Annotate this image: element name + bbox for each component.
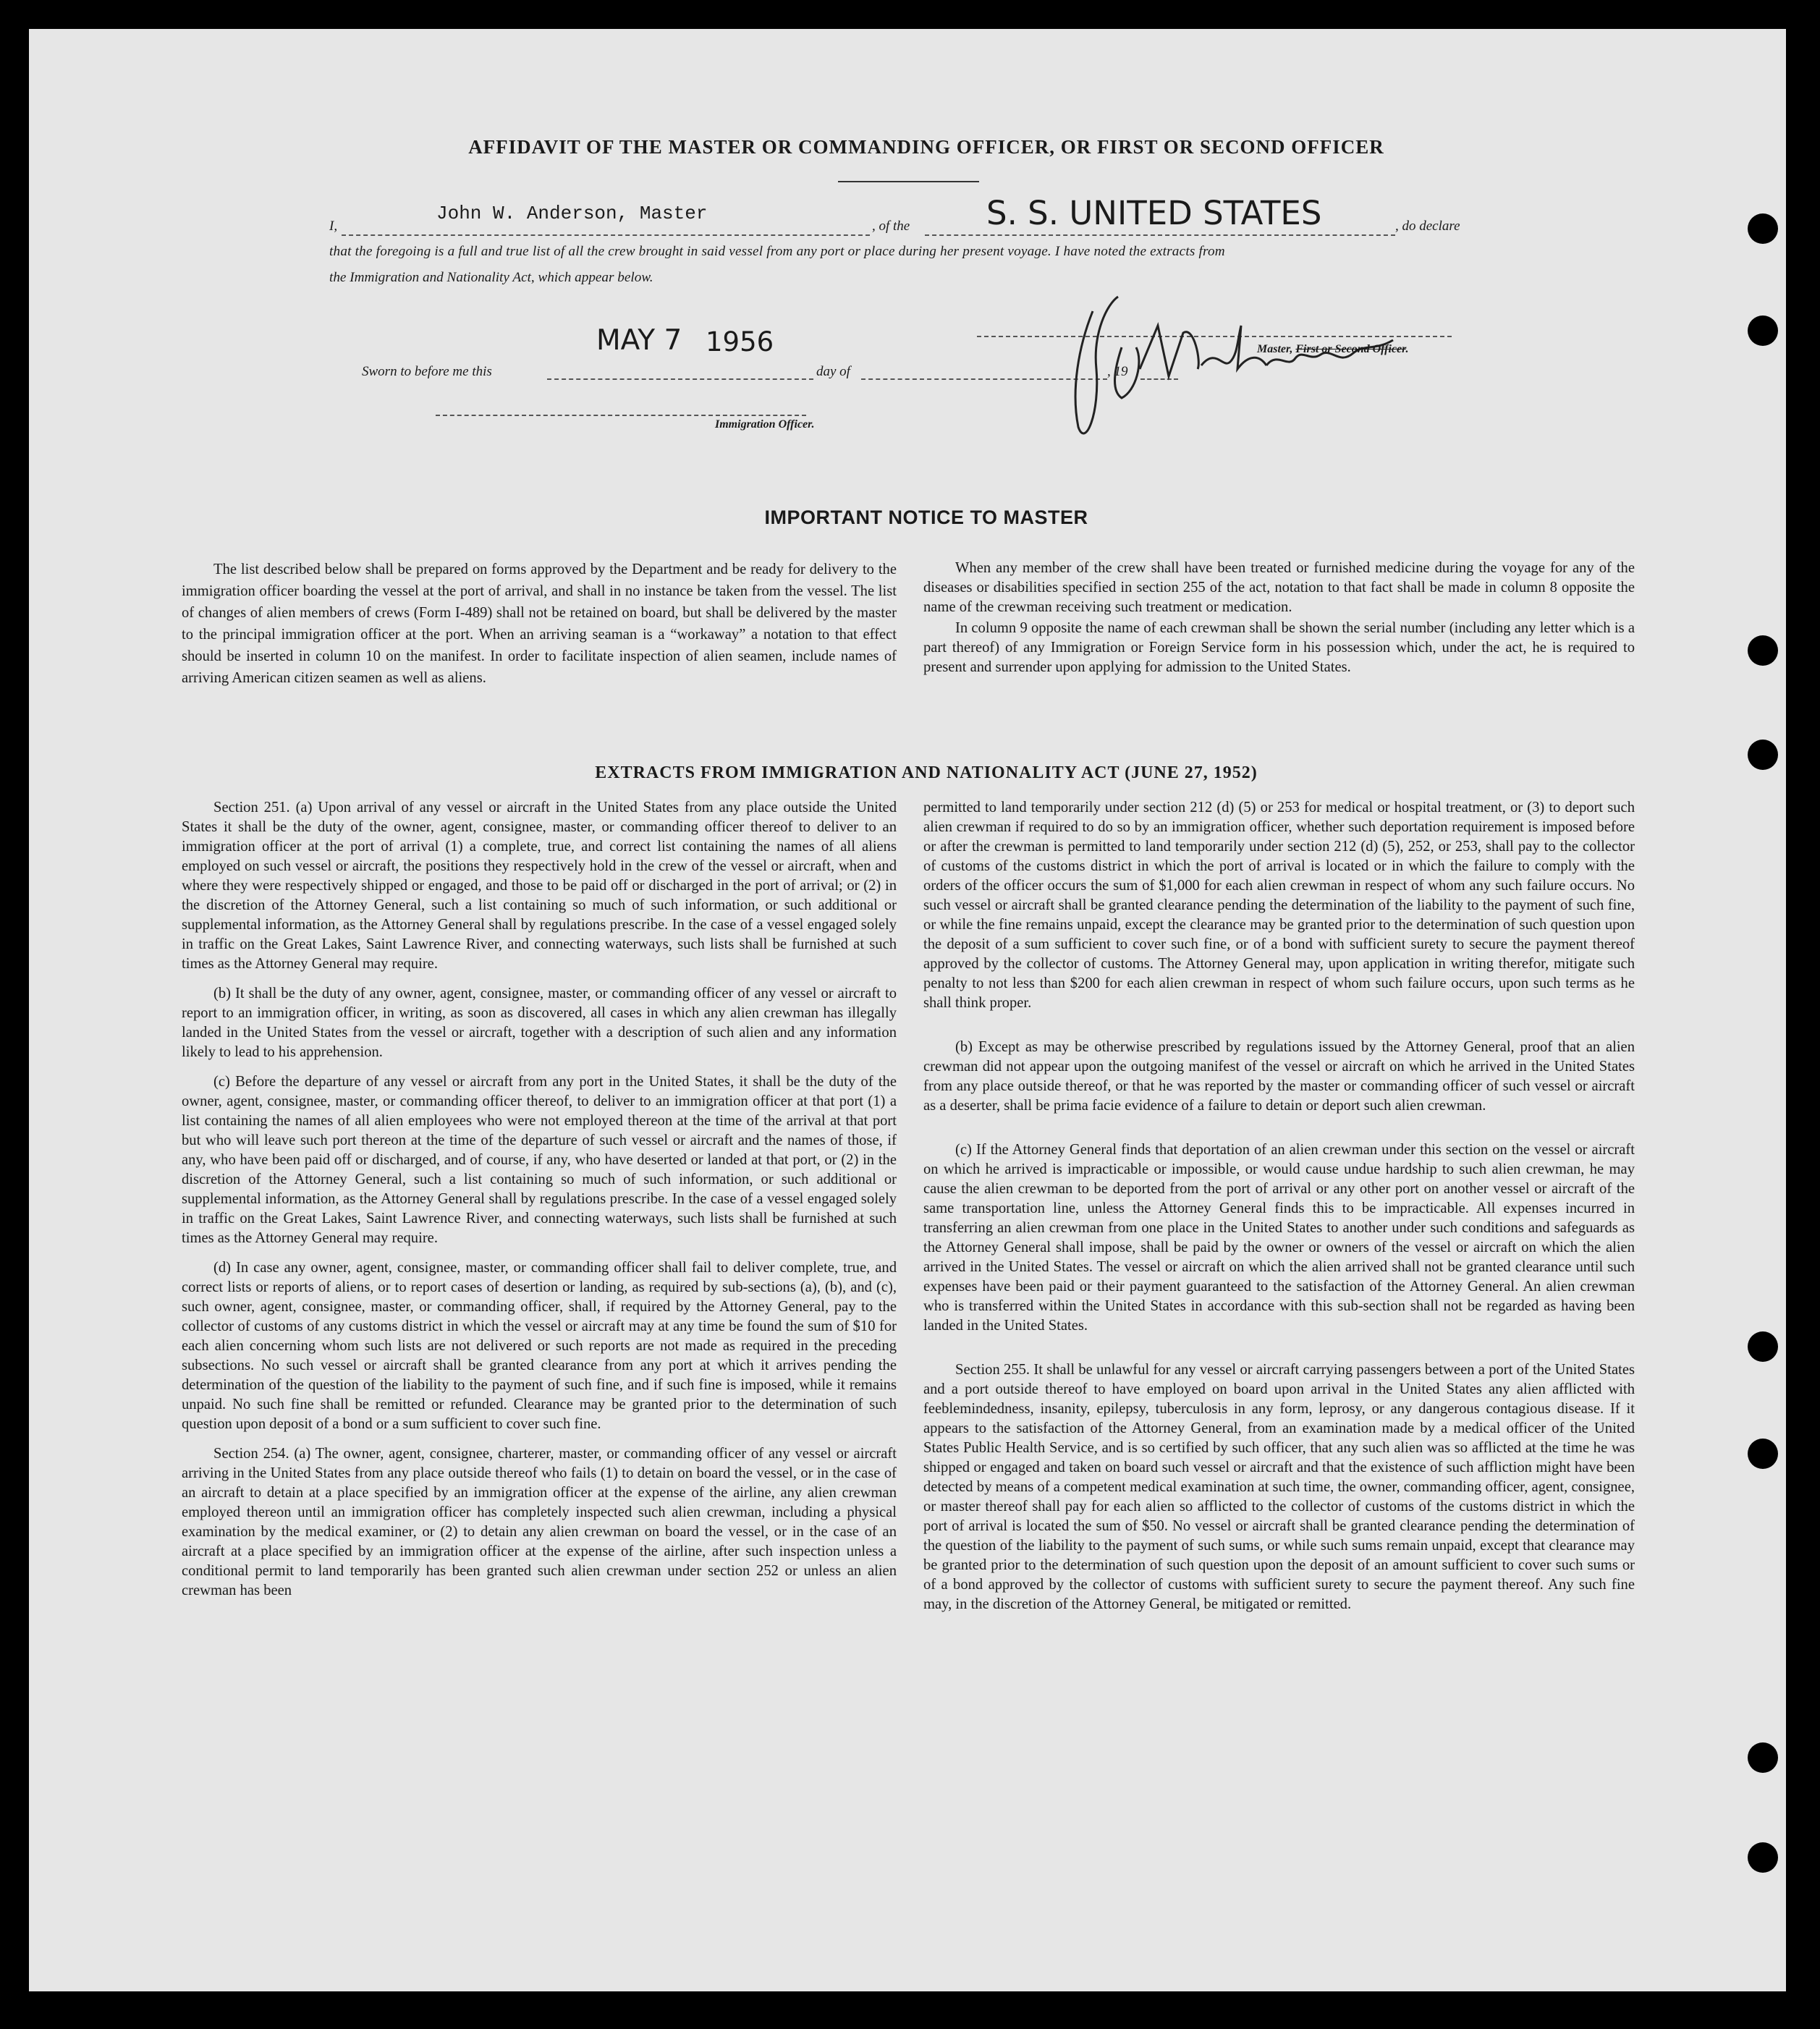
- extracts-left-column: [182, 798, 897, 1611]
- punch-hole: [1748, 1842, 1778, 1873]
- notice-right-column: [923, 559, 1635, 687]
- document-page: [29, 29, 1786, 1991]
- act-section: (c) If the Attorney General finds that deportation of an alien crewman under this section on the vessel or aircraft on which he arrived is impracticable or impossible, or would cause undue hardship to such alien crewman, he may cause the alien crewman to be deported from the port of arrival or any other port on another vessel or aircraft of the same transportation line, unless the Attorney General finds this to be impracticable. All expenses incurred in transferring an alien crewman from one place in the United States to another under such conditions and safeguards as the Attorney General shall impose, shall be paid by the owner or owners of the vessel or aircraft on which the alien arrived in the United States. The vessel or aircraft on which the alien arrived shall not be granted clearance until such expenses have been paid or their payment guaranteed to the satisfaction of the Attorney General. An alien crewman who is transferred within the United States in accordance with this sub-section shall not be regarded as having been landed in the United States.: [923, 1142, 1635, 1334]
- declaration-text: the Immigration and Nationality Act, which appear below.: [329, 270, 653, 285]
- sworn-day-line: [547, 378, 813, 380]
- punch-hole: [1748, 740, 1778, 770]
- immigration-officer-label: Immigration Officer.: [715, 418, 815, 431]
- master-signature: [1057, 282, 1397, 449]
- notice-paragraph: The list described below shall be prepared on forms approved by the Department and be ready for delivery to the immigration officer boarding the vessel at the port of arrival, and shall in no instance be taken from the vessel. The list of changes of alien members of crews (Form I-489) shall not be retained on board, but shall be delivered by the master to the principal immigration officer at the port. When an arriving seaman is a “workaway” a notation to that effect should be inserted in column 10 on the manifest. In order to facilitate inspection of alien seamen, include names of arriving American citizen seamen as well as aliens.: [182, 562, 897, 686]
- declaration-text: that the foregoing is a full and true list of all the crew brought in said vessel from any port or place during her present voyage. I have noted the extracts from: [329, 244, 1225, 259]
- act-section: (d) In case any owner, agent, consignee, master, or commanding officer shall fail to deliver complete, true, and correct lists or reports of aliens, or to report cases of desertion or landing, as required by sub-sections (a), (b), and (c), such owner, agent, consignee, master, or commanding officer, shall, if required by the Attorney General, pay to the collector of customs of any customs district in which the vessel or aircraft may at any time be found the sum of $10 for each alien concerning whom such lists are not delivered or such reports are not made as required in the preceding subsections. No such vessel or aircraft shall be granted clearance from any port at which it arrives pending the determination of the question of the liability to the payment of such fine, and if such fine is imposed, while it remains unpaid. No such fine shall be remitted or refunded. Clearance may be granted prior to the determination of such question upon deposit of a bond or a sum sufficient to cover such fine.: [182, 1260, 897, 1432]
- extracts-right-column: [923, 798, 1635, 1625]
- punch-hole: [1748, 315, 1778, 346]
- officer-title-master: Master,: [1257, 343, 1293, 355]
- immigration-officer-line: [436, 415, 806, 416]
- act-section: (c) Before the departure of any vessel or aircraft from any port in the United States, it shall be the duty of the owner, agent, consignee, master, or commanding officer thereof, to deliver to an immigration officer at that port (1) a list containing the names of all alien employees who were not employed thereon at the time of the arrival at that port but who will leave such port thereon at the time of the departure of such vessel or aircraft and the names of those, if any, who have been paid off or discharged, and of course, if any, who have deserted or landed at that port, or (2) in the discretion of the Attorney General, such a list containing so much of such information, or such additional or supplemental information, as the Attorney General shall by regulations prescribe. In the case of a vessel engaged solely in traffic on the Great Lakes, Saint Lawrence River, and connecting waterways, such lists shall be furnished at such times as the Attorney General may require.: [182, 1074, 897, 1246]
- vessel-line: [925, 234, 1395, 236]
- act-section: permitted to land temporarily under section 212 (d) (5) or 253 for medical or hospital treatment, or (3) to deport such alien crewman if required to do so by an immigration officer, whether such deportation requirement is imposed before or after the crewman is permitted to land temporarily under section 212 (d) (5), 252, or 253, shall pay to the collector of customs of the customs district in which the port of arrival is located or in which the failure to comply with the orders of the officer occurs the sum of $1,000 for each alien crewman in respect of whom any such failure occurs. No such vessel or aircraft shall be granted clearance pending the determination of the liability to the payment of such fine, or while the fine remains unpaid, except the clearance may be granted prior to the determination of such question upon the deposit of a sum sufficient to cover such fine, or of a bond with sufficient surety to secure the payment thereof approved by the collector of customs. The Attorney General may, upon application in writing therefor, mitigate such penalty to not less than $200 for each alien crewman in respect of whom such failure occurs, upon such terms as he shall think proper.: [923, 800, 1635, 1011]
- extracts-heading: EXTRACTS FROM IMMIGRATION AND NATIONALITY ACT (JUNE 27, 1952): [595, 763, 1258, 782]
- of-the-label: , of the: [872, 219, 910, 234]
- act-section: Section 255. It shall be unlawful for any vessel or aircraft carrying passengers between a port of the United States and a port outside thereof to have employed on board upon arrival in the United States any alien afflicted with feeblemindedness, insanity, epilepsy, tuberculosis in any form, leprosy, or any dangerous contagious disease. If it appears to the satisfaction of the Attorney General, from an examination made by a medical officer of the United States Public Health Service, and is so certified by such officer, that any such alien was so afflicted at the time he was shipped or engaged and taken on board such vessel or aircraft and that the existence of such affliction might have been detected by means of a competent medical examination at such time, the owner, commanding officer, agent, consignee, or master thereof shall pay for each alien so afflicted to the collector of customs of the customs district in which the port of arrival is located the sum of $50. No vessel or aircraft shall be granted clearance pending the determination of the question of the liability to the payment of such sums, or while such sums remain unpaid, except that clearance may be granted prior to the determination of such question upon the deposit of an amount sufficient to cover such sums or of a bond approved by the collector of customs with sufficient surety to secure the payment thereof. Any such fine may, in the discretion of the Attorney General, be mitigated or remitted.: [923, 1362, 1635, 1612]
- stamped-date-month-day: MAY 7: [596, 324, 682, 357]
- act-section: (b) It shall be the duty of any owner, agent, consignee, master, or commanding officer of any vessel or aircraft to report to an immigration officer, in writing, as soon as discovered, all cases in which any alien crewman has illegally landed in the United States from the vessel or aircraft, together with a description of such alien and any information likely to lead to his apprehension.: [182, 986, 897, 1060]
- act-section: Section 251. (a) Upon arrival of any vessel or aircraft in the United States from any place outside the United States it shall be the duty of the owner, agent, consignee, master, or commanding officer thereof to deliver to an immigration officer at the port of arrival (1) a complete, true, and correct list containing the names of all aliens employed on such vessel or aircraft, the positions they respectively hold in the crew of the vessel or aircraft, when and where they were respectively shipped or engaged, and those to be paid off or discharged in the port of arrival; or (2) in the discretion of the Attorney General, such a list containing so much of such information, or such additional or supplemental information, as the Attorney General shall by regulations prescribe. In the case of a vessel engaged solely in traffic on the Great Lakes, Saint Lawrence River, and connecting waterways, such lists shall be furnished at such times as the Attorney General may require.: [182, 800, 897, 972]
- officer-title-suffix: .: [1405, 343, 1409, 355]
- year-prefix: , 19: [1107, 364, 1128, 379]
- act-section: (b) Except as may be otherwise prescribed by regulations issued by the Attorney General, proof that an alien crewman did not appear upon the outgoing manifest of the vessel or aircraft on which he arrived in the United States from any place outside thereof, or that he was reported by the master or commanding officer of such vessel or aircraft as a deserter, shall be prima facie evidence of a failure to detain or deport such alien crewman.: [923, 1039, 1635, 1114]
- declarant-line: [342, 234, 870, 236]
- notice-paragraph: In column 9 opposite the name of each crewman shall be shown the serial number (including any letter which is a part thereof) of any Immigration or Foreign Service form in his possession which, under the act, he is required to present and surrender upon applying for admission to the United States.: [923, 620, 1635, 675]
- affidavit-heading: AFFIDAVIT OF THE MASTER OR COMMANDING OFFICER, OR FIRST OR SECOND OFFICER: [468, 136, 1384, 158]
- declarant-name: John W. Anderson, Master: [436, 203, 708, 224]
- notice-paragraph: When any member of the crew shall have been treated or furnished medicine during the voyage for any of the diseases or disabilities specified in section 255 of the act, notation to that fact shall be made in column 8 opposite the name of the crewman receiving such treatment or medication.: [923, 560, 1635, 615]
- notice-heading: IMPORTANT NOTICE TO MASTER: [764, 507, 1088, 528]
- officer-title: [1257, 343, 1409, 356]
- punch-hole: [1748, 635, 1778, 666]
- officer-title-struck: First or Second Officer: [1295, 343, 1406, 355]
- do-declare-label: , do declare: [1395, 219, 1460, 234]
- stamped-date-year: 1956: [706, 326, 774, 357]
- heading-rule: [838, 181, 979, 182]
- vessel-name: S. S. UNITED STATES: [986, 194, 1322, 232]
- sworn-label: Sworn to before me this: [362, 364, 492, 379]
- punch-hole: [1748, 213, 1778, 244]
- punch-hole: [1748, 1439, 1778, 1469]
- punch-hole: [1748, 1331, 1778, 1362]
- day-of-label: day of: [816, 364, 850, 379]
- notice-left-column: [182, 559, 897, 699]
- i-label: I,: [329, 219, 338, 234]
- act-section: Section 254. (a) The owner, agent, consignee, charterer, master, or commanding officer of any vessel or aircraft arriving in the United States from any place outside thereof who fails (1) to detain on board the vessel, or in the case of an aircraft to detain at a place specified by an immigration officer at the expense of the airline, any alien crewman employed thereon until an immigration officer has completely inspected such alien crewman, including a physical examination by the medical examiner, or (2) to detain any alien crewman on board the vessel, or in the case of an aircraft at a place specified by an immigration officer at the expense of the airline, after such inspection unless a conditional permit to land temporarily has been granted such alien crewman under section 252 or unless an alien crewman has been: [182, 1446, 897, 1598]
- punch-hole: [1748, 1742, 1778, 1773]
